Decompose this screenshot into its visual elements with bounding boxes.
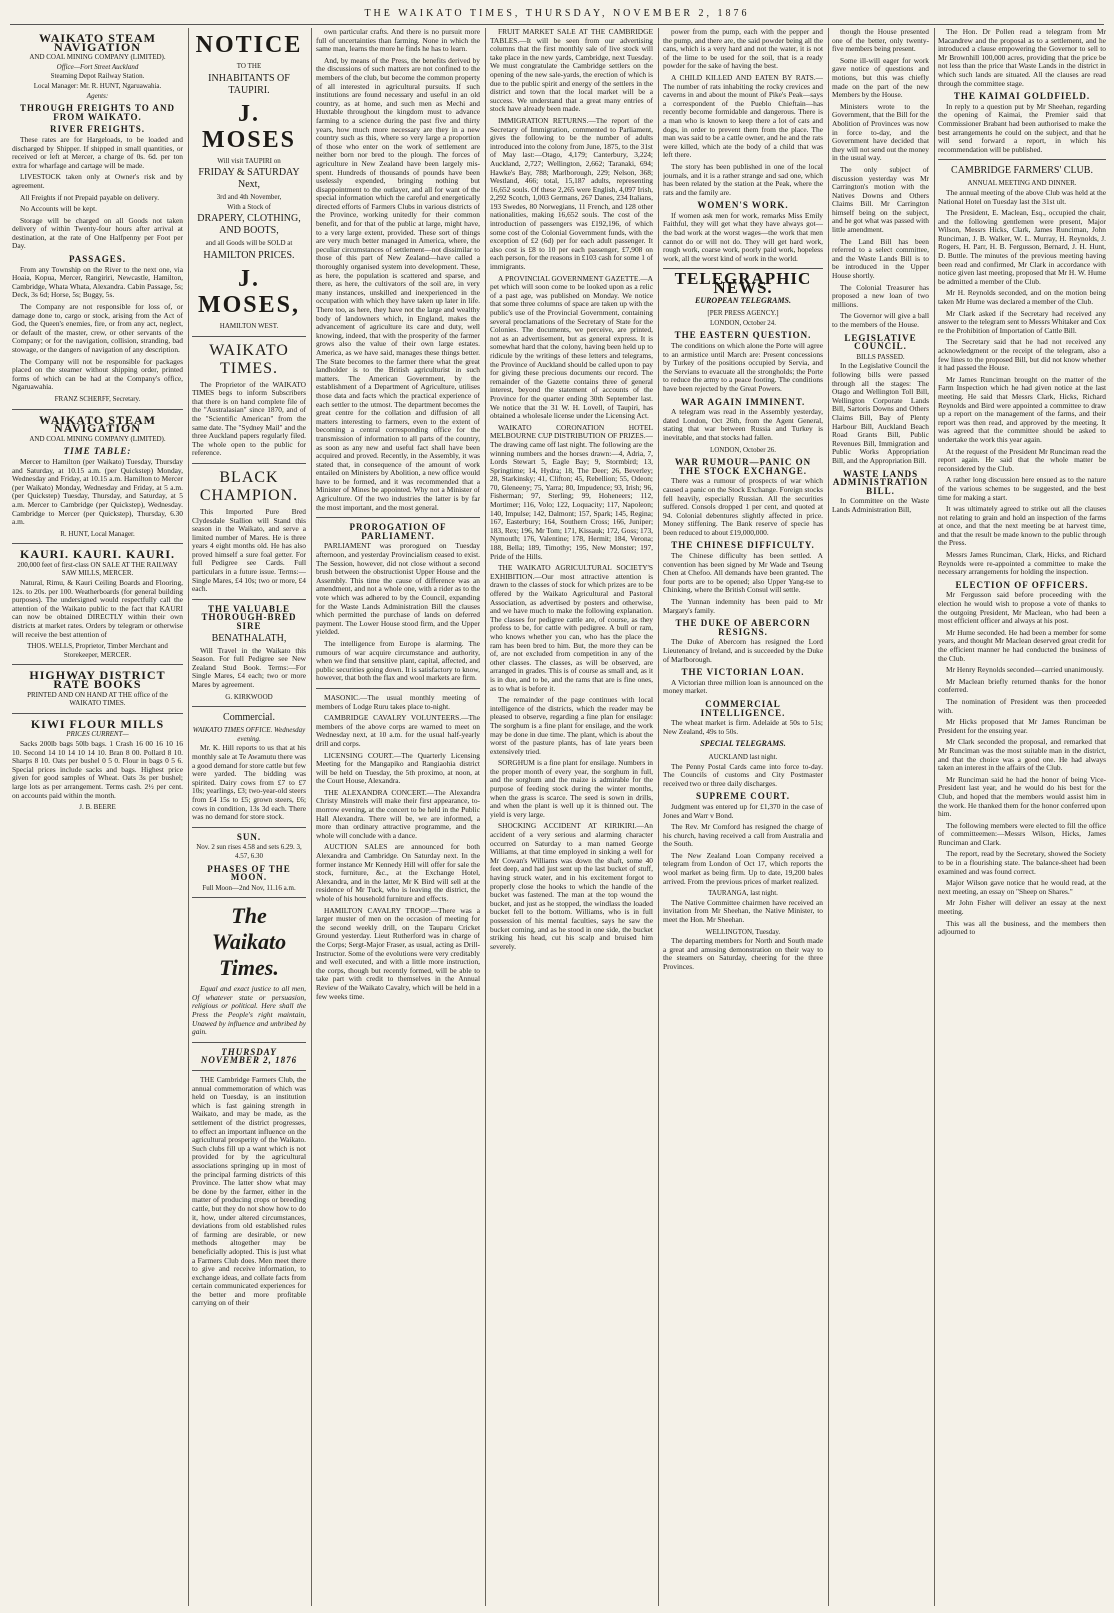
- section-heading: RIVER FREIGHTS.: [49, 124, 145, 135]
- paragraph: Mercer to Hamilton (per Waikato) Tuesday, Thursday and Saturday, at 10.15 a.m. (per Quickstep) Monday, Wednesday and Friday, at 10.15 a.m. Hamilton to Mercer (per Waikato) Monday, Wednesday and Friday, at 5 a.m. (per Quickstep) Tuesday, Thursday, and Saturday, at 5 a.m. Mercer to Cambridge (per Quickstep), Wednesday. Cambridge to Mercer (per Quickstep), Thursday, 6.30 a.m.: [12, 456, 183, 527]
- paragraph: Messrs James Runciman, Clark, Hicks, and Richard Reynolds were re-appointed a committee to make the necessary arrangements for holding the inspection.: [938, 550, 1106, 577]
- column-rule: [828, 28, 829, 1606]
- paragraph: Mr. K. Hill reports to us that at his monthly sale at Te Awamutu there was a good demand for store cattle but few were yarded. The bidding was spirited. Dairy cows from £7 to £7 10s; yearlings, £3; two-year-old steers from £4 15s to £5; grown steers, £6; cows in condition, 13s 3d each. There was no demand for store stock.: [192, 743, 306, 822]
- section-heading: Commercial.: [223, 712, 275, 724]
- advertiser-name: J. MOSES,: [197, 265, 301, 318]
- paragraph: LIVESTOCK taken only at Owner's risk and by agreement.: [12, 172, 183, 190]
- column-rule: [658, 28, 659, 1606]
- paragraph: THE WAIKATO AGRICULTURAL SOCIETY'S EXHIBITION.—Our most attractive attention is drawn to the classes of stock for which prizes are to be offered by the Waikato Agricultural and Pastoral Association, as advertised by posters and otherwise, and we have much to make the following explanation. The classes for pedigree cattle are, of course, as they profess to be, for cattle with pedigree. A bull or ram, who knows whether you can, who has the place the ram has been bred to him. But, the more they can be of, are not excluded from competition in any of the other classes. The classes, as will be observed, are arranged in grades. This is of course as small and, as it is in due, and to be, and the rams that are is fine ones, as to what is before it.: [490, 563, 653, 693]
- section-heading: PHASES OF THE MOON.: [207, 863, 291, 883]
- paragraph: The wheat market is firm. Adelaide at 50s to 51s; New Zealand, 49s to 50s.: [663, 718, 823, 736]
- notice-line: 3rd and 4th November,: [216, 193, 282, 202]
- ad-agents: Agents:: [86, 91, 109, 100]
- paragraph: A PROVINCIAL GOVERNMENT GAZETTE.—A pet which will soon come to be looked upon as a relic of a past age, was published on Monday. We notice that some three columns of space are taken up with the public's use of the Provincial Government, containing several proclamations of the Secretary of State for the Colonies. The documents, we perceive, are printed, not as an advertisement, but as general express. It is somewhat hard that the colony, having been held up to ridicule by the writings of these letters and telegrams, the Province of Auckland should be called upon to pay for giving these precious documents our record. The remainder of the Gazette contains three of general interest, beyond the statement of accounts of the Province for the quarter ending 30th September last. We notice that the 31 W. H. Lovell, of Taupiri, has obtained a wholesale license under the Licensing Act.: [490, 273, 653, 421]
- divider: [192, 336, 306, 337]
- paragraph: Mr Runciman said he had the honor of being Vice-President last year, and he would do his best for the Club, and hoped that the members would assist him in the work. He thanked them for the honor conferred upon him.: [938, 774, 1106, 819]
- column-4: [490, 28, 653, 1606]
- paragraph: And, by means of the Press, the benefits derived by the discussions of such matters are not confined to the members of the club, but become the common property of all interested in agricultural pursuits. If such institutions are found necessary and useful in an old country, as at home, and such men as Mechi and Huxtable throughout the kingdom must to advance farming to a science during the past five and thirty years, how much more necessary are they in a new country such as this, where so very large a proportion of those who enter on the work of settlement are neither born nor bred to the plough. The forces of agriculture in New Zealand have been largely mis-spent. Hundreds of thousands of pounds have been uselessly expended, bringing nothing but disappointment to the outlayer, and all for want of the special information which the careful and energetically directed efforts of Farmers Clubs in various districts of the Province, working unitedly for their common benefit, and for that of the public at large, might have, to a very large extent, provided. These sort of things are very much better managed in America, where, the peculiar circumstances of settlement—not dissimilar to those of this part of New Zealand—have called a thoroughly organised system into development. These, as here, the population is scattered and sparse, and there, as here, the cultivators of the soil are, in very many instances, unskilled and inexperienced in the occupation with which they have taken up later in life. There too, as here, they have not the large and wealthy body of landowners which, in England, makes the advancement of agriculture its care and duty, well knowing, indeed, that with the prosperity of the farmer grows also the value of their own large estates. America, as we have said, manages these things better. The State becomes to the farmer there what the great landholder is to the British agriculturist in such matters. The American Government, by the establishment of a Department of Agriculture, utilises those data and facts which the practical experience of each settler to the utmost. The department becomes the great centre for the collation and diffusion of all matters interesting to farmers, even to the extent of becoming a central corresponding office for the transmission of information to all parts of the country, as soon as any new and useful fact shall have been acquired and proved. Recently, in the Assembly, it was stated that, in consequence of the amount of work entailed on Ministers by Abolition, a new office would have to be formed, and it was recommended that a Minister of Mines be appointed. Why not a Minister of Agriculture. Of the two industries the latter is by far the most important, and the most general.: [316, 55, 480, 512]
- section-heading: WAR RUMOUR—PANIC ON THE STOCK EXCHANGE.: [674, 457, 812, 476]
- divider: [12, 409, 183, 410]
- section-heading: COMMERCIAL INTELLIGENCE.: [700, 698, 786, 718]
- paragraph: The report, read by the Secretary, showed the Society to be in a flourishing state. The balance-sheet had been examined and was found correct.: [938, 849, 1106, 876]
- moon-phase: Full Moon—2nd Nov, 11.16 a.m.: [202, 883, 296, 892]
- signature: THOS. WELLS, Proprietor, Timber Merchant and Storekeeper, MERCER.: [27, 642, 168, 659]
- paragraph: FRUIT MARKET SALE AT THE CAMBRIDGE TABLES.—It will be seen from our advertising columns that the first monthly sale of live stock will take place in the new yards, Cambridge, next Tuesday. We must congratulate the Cambridge settlers on the opening of the new sale-yards, the erection of which is due to the public spirit and energy of the settlers in the district and town that the local market will be a success. We understand that a great many entries of stock have already been made.: [490, 28, 653, 114]
- paragraph: A CHILD KILLED AND EATEN BY RATS.—The number of rats inhabiting the rocky crevices and caverns in and about the mount of Pike's Peak—says a correspondent of the Pueblo Chieftain—has recently become formidable and dangerous. There is a man who is known to keep there a lot of cats and dogs, in order to prevent them from the place. The man was said to be a cattle owner, and he and the rats were killed, which ate the body of a child that was left there.: [663, 72, 823, 160]
- masthead: THE WAIKATO TIMES, THURSDAY, NOVEMBER 2, 1876: [10, 8, 1104, 25]
- section-heading: SUPREME COURT.: [695, 791, 791, 802]
- paragraph: Mr James Runciman brought on the matter of the Farm Inspection which he had given notice at the last meeting. He said that Messrs Clark, Hicks, Richard Reynolds and Bird were appointed a committee to draw up a report on the management of the farms, and their report was then read, and approved by the meeting. It was agreed that the committee should be asked to undertake the work this year again.: [938, 374, 1106, 444]
- column-3: [316, 28, 480, 1606]
- paragraph: A telegram was read in the Assembly yesterday, dated London, Oct 26th, from the Agent General, stating that war between Russia and Turkey is inevitable, and that stocks had fallen.: [663, 407, 823, 442]
- subheading: EUROPEAN TELEGRAMS.: [694, 295, 792, 305]
- subheading: SPECIAL TELEGRAMS.: [700, 739, 786, 749]
- paragraph: MASONIC.—The usual monthly meeting of members of Lodge Ruru takes place to-night.: [316, 692, 480, 711]
- paragraph: The story has been published in one of the local journals, and it is a rather strange and sad one, which has been related by the station at the Peak, where the rats and the family are.: [663, 161, 823, 197]
- section-heading: THE DUKE OF ABERCORN RESIGNS.: [675, 618, 811, 637]
- signature: G. KIRKWOOD: [225, 692, 273, 701]
- section-heading: WAR AGAIN IMMINENT.: [680, 396, 806, 407]
- paragraph: The Rev. Mr Cornford has resigned the charge of his church, having received a call from Australia and the South.: [663, 822, 823, 849]
- paragraph: PARLIAMENT was prorogued on Tuesday afternoon, and yesterday Provincialism ceased to exist. The Session, however, did not close without a second brush between the obstructionist Upper House and the Assembly. This time the cause of difference was an amendment, and not a whole one, with a rider as to the vote which was adhered to by the Council, expanding for the Waste Lands Administration Bill the clauses which permitted the purchase of lands on deferred payment. The Lower House stood firm, and the Upper yielded.: [316, 541, 480, 637]
- paragraph: The following members were elected to fill the office of committeemen:—Messrs Wilson, Hicks, James Runciman and Clark.: [938, 820, 1106, 847]
- notice-line: DRAPERY, CLOTHING, AND BOOTS,: [197, 213, 301, 237]
- paragraph: Will Travel in the Waikato this Season. For full Pedigree see New Zealand Stud Book. Terms:—For Single Mares, £4 each; two or more Mares by agreement.: [192, 645, 306, 689]
- divider: [192, 599, 306, 600]
- section-heading: THE CHINESE DIFFICULTY.: [671, 540, 815, 551]
- ad-subtitle: PRINTED AND ON HAND AT THE office of the WAIKATO TIMES.: [27, 690, 168, 708]
- ad-title: BENATHALATH,: [211, 632, 287, 644]
- paragraph: The Penny Postal Cards came into force to-day. The Councils of customs and City Postmaster received two or three daily discharges.: [663, 761, 823, 788]
- paragraph: It was ultimately agreed to strike out all the clauses not relating to grain and hold an inspection of the farms at once, and that the next meeting be at harvest time, and that the result be made known to the public through the Press.: [938, 504, 1106, 548]
- notice-line: Will visit TAUPIRI on: [217, 156, 281, 165]
- section-heading: WASTE LANDS ADMINISTRATION BILL.: [832, 468, 929, 496]
- ad-title: BLACK CHAMPION.: [199, 468, 299, 504]
- section-heading: PASSAGES.: [68, 254, 127, 265]
- notice-line: and all Goods will be SOLD at: [205, 239, 293, 248]
- paper-title: The Waikato Times.: [211, 903, 287, 981]
- paragraph: though the House presented one of the better, only twenty-five members being present.: [832, 28, 929, 54]
- column-rule: [934, 28, 935, 1606]
- paragraph: The Secretary said that he had not received any acknowledgment or the receipt of the telegram, also a few lines to the proposed Bill, but did not know whether it had passed the House.: [938, 337, 1106, 373]
- paragraph: IMMIGRATION RETURNS.—The report of the Secretary of Immigration, commented to Parliament, gives the following to be the number of adults introduced into the colony from June, 1875, to the 31st of May last:—Otago, 4,179; Canterbury, 3,224; Auckland, 2,727; Wellington, 2,662; Taranaki, 694; Hawke's Bay, 788; Marlborough, 229; Nelson, 368; Westland, 466; total, 15,187 adults, representing 16,652 souls. Of these 2,265 were English, 4,097 Irish, 2,292 Scotch, 1,003 Germans, 267 Danes, 234 Italians, 193 Swedes, 80 Norwegians, 11 French, and 128 other nationalities, making 16,652 souls. The cost of the introduction of passengers was £192,196, of which some cost of the Colonial Government funds, with the exception of £2 (6d) per for each adult passenger. It also cost is £8 to 10 per each passenger, £7,908 on each person, for the reasons in £103 cash for some 1 of immigrants.: [490, 115, 653, 272]
- ad-office: Office—Fort Street Auckland: [56, 62, 139, 71]
- paragraph: The departing members for North and South made a great and amusing demonstration on their way to the steamers on Saturday, cheering for the three Provinces.: [663, 936, 823, 971]
- ad-title: WAIKATO STEAM NAVIGATION: [39, 31, 156, 54]
- paragraph: THE ALEXANDRA CONCERT.—The Alexandra Christy Minstrels will make their first appearance, to-morrow evening, at the concert to be held in the Public Hall Alexandra. There will be, we are informed, a more than ordinary attractive programme, and the whole will conclude with a dance.: [316, 787, 480, 840]
- column-rule: [485, 28, 486, 1606]
- divider: [192, 827, 306, 828]
- paragraph: The Native Committee chairmen have received an invitation from Mr Sheehan, the Native Minister, to meet the Hon. Mr Sheehan.: [663, 897, 823, 925]
- paragraph: The Proprietor of the WAIKATO TIMES begs to inform Subscribers that there is on hand complete file of the "Australasian" since 1870, and of the "Scientific American" from the same date. The "Sydney Mail" and the three Auckland papers regularly filed. The whole open to the public for reference.: [192, 379, 306, 458]
- paragraph: There was a rumour of prospects of war which caused a panic on the Stock Exchange. Foreign stocks fell heavily, especially Russian. All the securities suffered. Consols dropped 1 per cent, and quoted at 94. Colonial debentures slightly affected in price. Money stiffening. The Bank reserve of specie has been reduced to about £19,000,000.: [663, 476, 823, 537]
- section-heading: TIME TABLE:: [63, 446, 132, 457]
- section-heading: THROUGH FREIGHTS TO AND FROM WAIKATO.: [20, 103, 175, 122]
- paragraph: The annual meeting of the above Club was held at the National Hotel on Tuesday last the 31st ult.: [938, 187, 1106, 206]
- paragraph: The conditions on which alone the Porte will agree to an armistice until March are: Present concessions by Turkey of the positions occupied by Servia, and the Servians to evacuate all the strongholds; the Porte to reduce the army to a peace footing. The conditions have been rejected by the Great Powers.: [663, 341, 823, 393]
- paragraph: Mr Clark asked if the Secretary had received any answer to the telegram sent to Messrs Whitaker and Cox re the Prohibition of Importation of Cattle Bill.: [938, 308, 1106, 335]
- paragraph: In Committee on the Waste Lands Administration Bill,: [832, 496, 929, 514]
- divider: [12, 543, 183, 544]
- paragraph: The nomination of President was then proceeded with.: [938, 696, 1106, 715]
- paragraph: own particular crafts. And there is no pursuit more full of uncertainties than farming. None in which the same man, learns the more he finds he has to learn.: [316, 28, 480, 54]
- notice-line: HAMILTON PRICES.: [203, 249, 295, 261]
- subheading: [PER PRESS AGENCY.]: [707, 309, 779, 318]
- paragraph: The New Zealand Loan Company received a telegram from London of Oct 17, which reports the wool market as being firm. Up to date, 19,200 bales arrived. From the previous prices of market realized.: [663, 850, 823, 886]
- paragraph: The Yunnan indemnity has been paid to Mr Margary's family.: [663, 597, 823, 615]
- telegraphic-heading: TELEGRAPHIC NEWS.: [674, 269, 812, 298]
- dateline: LONDON, October 26.: [709, 445, 777, 454]
- paragraph: In the Legislative Council the following bills were passed through all the stages: The Otago and Wellington Toll Bill, Wellington Corporate Lands Bill, Sartoris Downs and Others Claims Bill, Bay of Plenty Harbour Bill, Auckland Beach Road Grants Bill, Public Revenues Bill, Immigration and Public Works Appropriation Bill, and the Appropriation Bill.: [832, 361, 929, 465]
- signature: R. HUNT, Local Manager.: [60, 529, 135, 538]
- ad-subtitle: AND COAL MINING COMPANY (LIMITED).: [29, 434, 166, 443]
- paragraph: WAIKATO CORONATION HOTEL MELBOURNE CUP DISTRIBUTION OF PRIZES.—The drawing came off last night. The following are the winning numbers and the horses drawn:—4, Adria, 7, Lords Stewart 5, Eagle Bay; 9, Stormbird; 13, Springtime; 14, Hydra; 18, The Deer; 26, Beverley; 28, Starkinsky; 41, Clifton; 45, Rebellion; 55, Odeon; 70, Gleneeny; 75, Yarra; 80, Impudence; 93, Irish; 96, Fisherman; 97, Sterling; 99, Hoheneers; 112, Mortimer; 116, Volo; 122, Loquacity; 117, Napoleon; 140, Impulse; 142, Dalmont; 157, Spark; 145, Regina; 167, Easterbury; 164, Southern Cross; 166, Juniper; 183, Rex; 196, Mr Tom; 171, Kissauk; 172, Goss; 173, Nymouth; 176, Valentine; 178, Hermit; 184, Verona; 188, Bella; 189, Timothy; 195, New Monster; 197, Pride of the Hills.: [490, 422, 653, 561]
- section-heading: LEGISLATIVE COUNCIL.: [844, 332, 917, 352]
- dateline: WELLINGTON, Tuesday.: [705, 927, 781, 936]
- paragraph: If women ask men for work, remarks Miss Emily Faithful, they will get what they have always got—the bad work at the worst wages—the work that men cannot do or will not do. They will get hard work, rough work, coarse work, poorly paid work, hopeless work, all the worst kind of work in the world.: [663, 210, 823, 263]
- ad-title: KAURI. KAURI. KAURI.: [19, 547, 175, 562]
- paragraph: The Chinese difficulty has been settled. A convention has been signed by Mr Wade and Tseung Chen at Chefoo. All demands have been granted. The four ports are to be opened; also Upper Yang-tse to Chinking, where the British Consul will settle.: [663, 551, 823, 595]
- divider: [192, 1042, 306, 1043]
- paragraph: At the request of the President Mr Runciman read the report again. He said that the whole matter be reconsidered by the Club.: [938, 446, 1106, 473]
- subheading: BILLS PASSED.: [856, 352, 905, 361]
- paragraph: Mr Hicks proposed that Mr James Runciman be President for the ensuing year.: [938, 717, 1106, 735]
- paragraph: No Accounts will be kept.: [20, 204, 97, 214]
- paragraph: CAMBRIDGE CAVALRY VOLUNTEERS.—The members of the above corps are warned to meet on Wednesday next, at 10 a.m. for the usual half-yearly drill and corps.: [316, 713, 480, 748]
- notice-line: FRIDAY & SATURDAY Next,: [198, 167, 300, 191]
- column-1: [12, 28, 183, 1606]
- ad-subtitle: AND COAL MINING COMPANY (LIMITED).: [29, 53, 166, 62]
- ad-manager: Local Manager: Mr. R. HUNT, Ngaruawahia.: [33, 81, 162, 90]
- paragraph: SORGHUM is a fine plant for ensilage. Numbers in the proper month of every year, the sorghum in full, and the sorghum and the maize is admirable for the purpose of feeding stock during the winter months, when the grass is scarce. The seed is sown in drills, and when the plant is well up it is thinned out. The yield is very large.: [490, 758, 653, 819]
- paragraph: AUCTION SALES are announced for both Alexandra and Cambridge. On Saturday next. In the former instance Mr Kennedy Hill will offer for sale the stock, furniture, &c., at the Exchange Hotel, Alexandra, and in the latter, Mr K Bird will sell at the residence of Mr Tuck, who is leaving the district, the whole of his household furniture and effects.: [316, 842, 480, 903]
- paragraph: The Colonial Treasurer has proposed a new loan of two millions.: [832, 282, 929, 309]
- paragraph: The President, E. Maclean, Esq., occupied the chair, and the following gentlemen were present, Major Wilson, Messrs Hicks, Clark, James Runciman, John Runciman, J. B. Walker, W. L. Murray, H. Reynolds, J. Rogers, H. Parr, H. B. Fergusson, Bernard, J. H. Hunt, D. Buttle. The minutes of the previous meeting having been read and confirmed, Mr Clark in accordance with notice given last meeting, proposed that Mr H. W. Hume be admitted a member of the Club.: [938, 208, 1106, 286]
- paragraph: HAMILTON CAVALRY TROOP.—There was a larger muster of men on the occasion of meeting for the second weekly drill, on the Tauparu Cricket Ground yesterday. Lieut Rutherford was in charge of the Corps; Sergt-Major Fraser, as usual, acting as Drill-Instructor. Some of the evolutions were very creditably and well executed, and with a little more instruction, the corps, though but recently formed, will be able to take part with credit to themselves in the Annual Review of the Waikato Cavalry, which will be held in a few weeks time.: [316, 905, 480, 1001]
- paragraph: The Company are not responsible for loss of, or damage done to, cargo or stock, arising from the Act of God, the Queen's enemies, fire, or from any act, neglect, or default of the master, crew, or other servants of the Company; or for the navigation, collision, stranding, bad stowage, or the dangers of navigation of any description.: [12, 302, 183, 354]
- notice-heading: NOTICE: [195, 32, 303, 58]
- sun-times: Nov. 2 sun rises 4.58 and sets 6.29. 3, 4.57, 6.30: [196, 843, 302, 860]
- ad-title: THE VALUABLE THOROUGH-BRED SIRE: [201, 603, 297, 632]
- paragraph: A Victorian three million loan is announced on the money market.: [663, 677, 823, 696]
- dateline: LONDON, October 24.: [709, 318, 777, 327]
- paragraph: Some ill-will eager for work gave notice of questions and motions, but this was chiefly made on the part of the new Members by the House.: [832, 55, 929, 100]
- column-2: [192, 28, 306, 1606]
- paragraph: In reply to a question put by Mr Sheehan, regarding the opening of Kaimai, the Premier said that Commissioner Brabant had been authorised to make the best arrangements he could on the subject, and that he will send forward a report, in which his recommendation will be published.: [938, 101, 1106, 154]
- section-heading: THE EASTERN QUESTION.: [674, 330, 812, 341]
- paragraph: A rather long discussion here ensued as to the nature of the various schemes to be suggested, and the best time for making a start.: [938, 475, 1106, 502]
- paragraph: Mr Hume seconded. He had been a member for some years, and thought Mr Maclean deserved great credit for the efficient manner he had conducted the business of the Club.: [938, 627, 1106, 663]
- paragraph: Sacks 200lb bags 50lb bags. 1 Crash 16 00 16 10 16 10. Second 14 10 14 10 14 10. Bran 8 00. Pollard 8 10. Sharps 8 10. Oats per bushel 0 5 0. Flour in bags 0 5 6. Special prices include sacks and bags. Highest price given for good samples of Wheat. Oats 3s per bushel; large lots as per arrangement. Terms cash. 2½ per cent. on accounts paid within the month.: [12, 738, 183, 800]
- paragraph: This Imported Pure Bred Clydesdale Stallion will Stand this season in the Waikato, and serve a limited number of Mares. He is three years 4 eight months old. He has also proved himself a sure foal getter. For full Pedigree see Cards. Full particulars in a future issue. Terms:—Single Mares, £4 10s; two or more, £4 each.: [192, 506, 306, 594]
- paragraph: The Land Bill has been referred to a select committee, and the Waste Lands Bill is to be introduced in the Upper House shortly.: [832, 236, 929, 281]
- divider: [316, 517, 480, 518]
- divider: [12, 713, 183, 714]
- paragraph: Storage will be charged on all Goods not taken delivery of within Twenty-four hours after arrival at destination, at the rate of One Halfpenny per Foot per Day.: [12, 215, 183, 251]
- paragraph: The Governor will give a ball to the members of the House.: [832, 311, 929, 329]
- paragraph: The only subject of discussion yesterday was Mr Carrington's motion with the Natives Downs and Others Claims Bill. Mr Carrington himself being on the subject, and he got what was passed with little amendment.: [832, 164, 929, 235]
- notice-inhabitants: INHABITANTS OF TAUPIRI.: [208, 72, 290, 96]
- paragraph: Mr H. Reynolds seconded, and on the motion being taken Mr Hume was declared a member of the Club.: [938, 288, 1106, 307]
- paragraph: Mr John Fisher will deliver an essay at the next meeting.: [938, 898, 1106, 917]
- paragraph: Major Wilson gave notice that he would read, at the next meeting, an essay on "Sheep on Shares.": [938, 878, 1106, 896]
- notice-line: With a Stock of: [227, 202, 271, 211]
- dateline: AUCKLAND last night.: [708, 752, 778, 761]
- paragraph: Natural, Rimu, & Kauri Ceiling Boards and Flooring, 12s. to 20s. per 100. Weatherboards (for general building purposes). The undersigned would respectfully call the attention of the Waikato public to the fact that KAURI can now be obtained DIRECTLY within their own districts at market rates. Orders by telegram or otherwise will receive the best attention of: [12, 578, 183, 639]
- column-7: [938, 28, 1106, 1606]
- motto: Equal and exact justice to all men, Of whatever state or persuasion, religious or political. Here shall the Press the People's right maintain, Unawed by influence and unbribed by gain.: [192, 984, 306, 1037]
- notice-line: HAMILTON WEST.: [219, 321, 279, 330]
- paragraph: All Freights if not Prepaid payable on delivery.: [20, 192, 160, 202]
- paragraph: Mr Henry Reynolds seconded—carried unanimously.: [946, 665, 1104, 675]
- paragraph: The intelligence from Europe is alarming. The rumours of war acquire circumstance and authority, when we find that sensitive plant, capital, affected, and public securities going down. It is satisfactory to know, however, that both the flax and wool markets are firm.: [316, 638, 480, 683]
- paragraph: Mr Fergusson said before proceeding with the election he would wish to propose a vote of thanks to the outgoing President, Mr Maclean, who had been a most efficient officer and always at his post.: [938, 590, 1106, 626]
- subheading: ANNUAL MEETING AND DINNER.: [967, 179, 1077, 188]
- signature: J. B. BEERE: [79, 803, 116, 812]
- paragraph: The Duke of Abercorn has resigned the Lord Lieutenancy of Ireland, and is succeeded by the Duke of Marlborough.: [663, 637, 823, 664]
- ad-wharf: Steaming Depot Railway Station.: [50, 72, 145, 81]
- divider: [938, 159, 1106, 160]
- section-heading: THE VICTORIAN LOAN.: [681, 667, 805, 678]
- dateline: TAURANGA, last night.: [708, 889, 778, 898]
- advertiser-name: J. MOSES: [201, 100, 297, 153]
- section-heading: THE KAIMAI GOLDFIELD.: [953, 91, 1091, 102]
- dateline: WAIKATO TIMES OFFICE. Wednesday evening.: [192, 726, 306, 743]
- ad-title: HIGHWAY DISTRICT RATE BOOKS: [29, 668, 166, 691]
- column-6: [832, 28, 929, 1606]
- paragraph: SHOCKING ACCIDENT AT KIRIKIRI.—An accident of a very serious and alarming character occurred on Saturday to a man named George Williams, at that time employed in sinking a well for Mr Cowan's Williams was down the shaft, some 40 feet deep, and had just sent up the last bucket of stuff, having struck water, and in his excitement forgot to properly close the hooks to which the handle of the bucket was fastened. The man at the top wound the bucket, and just as he stopped, the windlass the loaded bucket fell to the bottom. Williams, who is in full possession of his mental faculties, says he saw the bucket coming, and as he stood in one side, the bucket striking his head, cut his scalp and bruised him severely.: [490, 821, 653, 951]
- divider: [192, 897, 306, 898]
- section-heading: PROROGATION OF PARLIAMENT.: [349, 522, 447, 541]
- ad-subtitle: PRICES CURRENT—: [66, 730, 129, 739]
- paragraph: Mr Clark seconded the proposal, and remarked that Mr Runciman was the most suitable man in the district, and that the choice was a good one. He had always taken an interest in the affairs of the Club.: [938, 737, 1106, 773]
- paragraph: These rates are for Hargeloads, to be loaded and discharged by Shipper. If shipped in small quantities, or received or left at Mercer, a charge of 0s. 6d. per ton extra for wharfage and cartage will be made.: [12, 134, 183, 170]
- column-rule: [311, 28, 312, 1606]
- paragraph: From any Township on the River to the next one, via Hoaia, Kopua, Mercer, Rangiriri, Newcastle, Hamilton, Cambridge, Whata Whata, Alexandra. Cabin Passage, 5s; Deck, 3s 6d; Horse, 5s; Buggy, 5s.: [12, 264, 183, 300]
- issue-date: THURSDAY NOVEMBER 2, 1876: [200, 1046, 298, 1066]
- divider: [192, 1070, 306, 1071]
- column-5: [663, 28, 823, 1606]
- lead-article: THE Cambridge Farmers Club, the annual commemoration of which was held on Tuesday, is an institution which is fast gaining strength in Waikato, and may be made, as the settlement of the district progresses, to effect an important influence on the agricultural prosperity of the Waikato. Such clubs fill up a want which is not provided for by the agricultural associations springing up in most of the principal farming districts of this Province. The latter show what may be done by the farmer, either in the matter of producing crops or breeding cattle, but they do not show how to do it, how, under altered circumstances, deviations from old established rules of farming are desirable, or new methods altogether may be beneficially adopted. This is just what a Farmers Club does. Men meet there to give and receive information, to exchange ideas, and collate facts from certain communicated experiences for the better and more profitable carrying on of their: [192, 1075, 306, 1308]
- ad-title: WAIKATO STEAM NAVIGATION: [39, 412, 156, 436]
- paragraph: LICENSING COURT.—The Quarterly Licensing Meeting for the Mangapiko and Rangiaohia district will be held on Tuesday, the 5th proximo, at noon, at the Court House, Alexandra.: [316, 750, 480, 786]
- paragraph: The Hon. Dr Pollen read a telegram from Mr Macandrew and the proposal as to a settlement, and he introduced a clause empowering the Governor to sell to Mr Brownhill 100,000 acres, providing that the price be not less than the price that Waste Lands in the district in which such lands are situated. All the clauses are read through the committee stage.: [938, 28, 1106, 88]
- ad-title: KIWI FLOUR MILLS: [30, 716, 165, 731]
- notice-to: TO THE: [236, 62, 262, 70]
- paragraph: This was all the business, and the members then adjourned to: [938, 918, 1106, 937]
- section-heading: WOMEN'S WORK.: [697, 200, 789, 211]
- wt-heading: WAIKATO TIMES.: [209, 341, 289, 377]
- signature: FRANZ SCHERFF, Secretary.: [54, 394, 141, 403]
- paragraph: Judgment was entered up for £1,370 in the case of Jones and Warr v Bond.: [663, 801, 823, 820]
- paragraph: Mr Maclean briefly returned thanks for the honor conferred.: [938, 676, 1106, 695]
- divider: [192, 463, 306, 464]
- paragraph: power from the pump, each with the pepper and the pump, and there are, the said powder being all the cans, which is a very hard and not the water, it is not of the lime to be used for the soil, that is a ready powder for the sake of having the best.: [663, 28, 823, 71]
- ad-subtitle: 200,000 feet of first-class ON SALE AT THE RAILWAY SAW MILLS, MERCER.: [17, 560, 178, 578]
- section-heading: ELECTION OF OFFICERS.: [955, 579, 1089, 590]
- divider: [192, 706, 306, 707]
- divider: [12, 664, 183, 665]
- section-heading: SUN.: [236, 831, 262, 842]
- column-rule: [188, 28, 189, 1606]
- paragraph: The Company will not be responsible for packages placed on the steamer without shipping order, printed forms of which can be had at the Company's office, Ngaruawahia.: [12, 356, 183, 392]
- paragraph: Ministers wrote to the Government, that the Bill for the Abolition of Provinces was now in force to-day, and the Government have decided that they will not send out the money in the usual way.: [832, 101, 929, 163]
- divider: [316, 688, 480, 689]
- section-heading: CAMBRIDGE FARMERS' CLUB.: [951, 165, 1093, 177]
- paragraph: The remainder of the page continues with local intelligence of the districts, which the reader may be pleased to observe, regarding a fine plan for ensilage: The sorghum is a fine plant for ensilage, and the work may be done in due time. The plant, which is about the worst of the pasture plants, has of late years been extensively tried.: [490, 695, 653, 756]
